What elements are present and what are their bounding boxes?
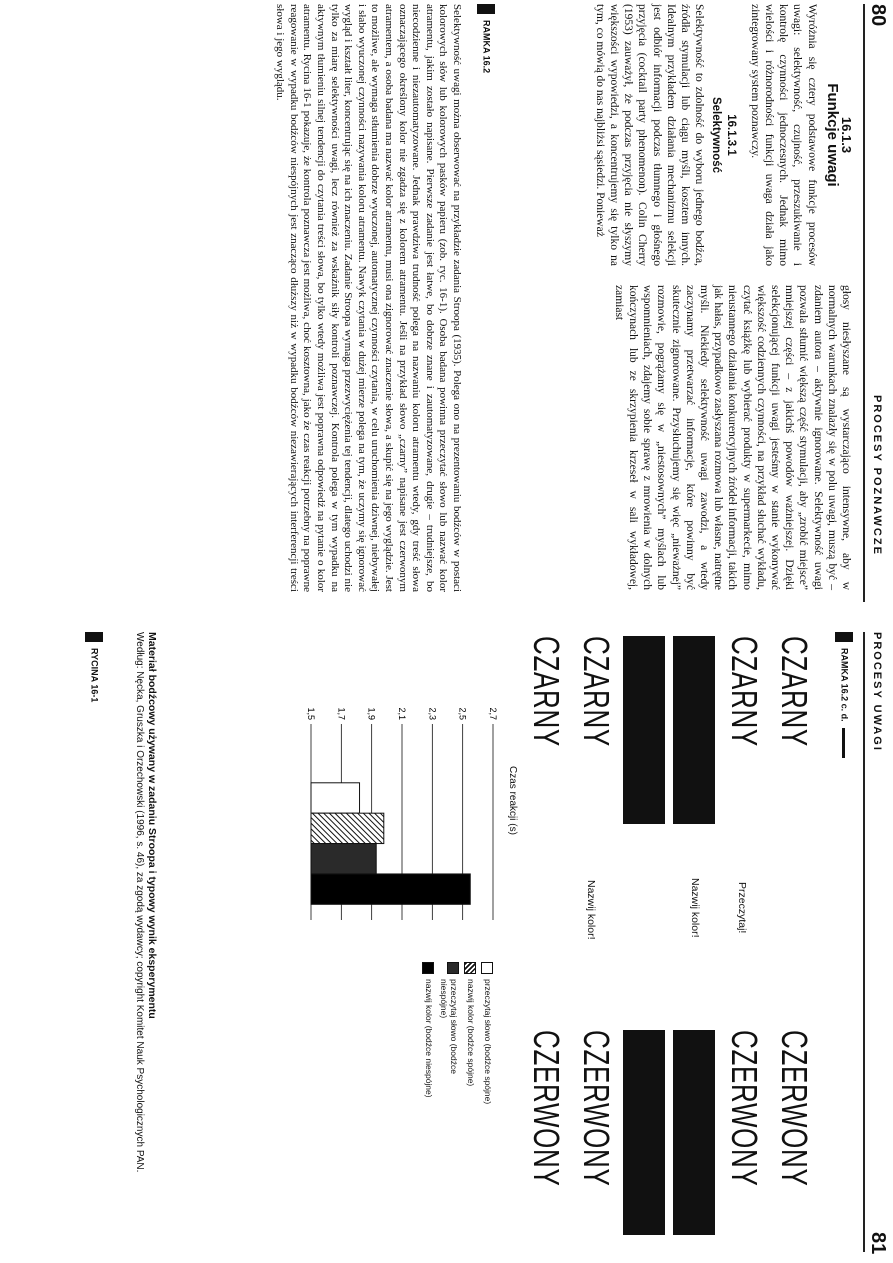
column-2-text: głosy niesłyszane są wystarczająco intensywne, aby w normalnych warunkach znalazły się w polu uwagi, muszą być – zdaniem autora – aktywnie ignorowane. Selektywność uwagi pozwala stłumić większą część stymulacji, aby „zrobić miejsce” mniejszej części – z jakichś powodów ważniejszej. Dzięki selekcjonującej funkcji uwagi jesteśmy w stanie wykonywać większość codziennych czynności, na przykład słuchać wykładu, czytać książkę lub wybierać produkty w supermarkecie, mimo nieustannego działania konkurencyjnych źródeł informacji, takich jak hałas, przypadkowo zasłyszana rozmowa lub własne, natrętne myśli. Niekiedy selektywność uwagi zawodzi, a wtedy zaczynamy przetwarzać informacje, które powinny być skutecznie zignorowane. Przysłuchujemy się więc „nieważnej” rozmowie, pogrążamy się w „niestosownych” myślach lub wspomnieniach, zdajemy sobie sprawę z mrowienia w dolnych kończynach lub ze skrzypienia krzeseł w sali wykładowej, zamiast [612, 285, 852, 590]
chart-legend [417, 962, 493, 1112]
section-intro: Wyróżnia się cztery podstawowe funkcje procesów uwagi: selektywność, czujność, przeszukiwanie i kontrolę czynności jednoczesnych. Jednak mimo wielości i różnorodności funkcji uwaga działa jako zintegrowany system poznawczy. [748, 4, 818, 266]
box-label-right [835, 632, 853, 758]
color-patch [673, 636, 715, 824]
figure-caption [133, 632, 158, 1252]
legend-swatch [422, 962, 434, 974]
y-tick-label: 1,7 [336, 707, 347, 720]
stroop-word: CZARNY [774, 636, 815, 747]
subsection-title: Selektywność [710, 96, 723, 174]
figure-marker [85, 632, 103, 642]
stroop-word: CZERWONY [576, 1030, 617, 1187]
section-number: 16.1.3 [839, 116, 854, 154]
left-header-rule [863, 4, 865, 602]
stroop-instruction: Przeczytaj! [736, 882, 748, 934]
caption-source: Według: Nęcka, Gruszka i Orzechowski (1996, s. 46), za zgodą wydawcy; copyright Komitet Nauk Psychologicznych PAN. [134, 632, 145, 1173]
right-running-head: PROCESY UWAGI [871, 632, 883, 752]
box-label-cd-text: RAMKA 16.2 c. d. [839, 648, 850, 722]
legend-item: nazwij kolor (bodźce spójne) [464, 962, 476, 1112]
y-tick-label: 2,3 [427, 707, 438, 720]
figure-label-text: RYCINA 16-1 [89, 648, 100, 703]
stroop-word: CZERWONY [724, 1030, 765, 1187]
stroop-word: CZARNY [724, 636, 765, 747]
left-column-1 [513, 4, 853, 266]
legend-item: nazwij kolor (bodźce niespójne) [422, 962, 434, 1112]
y-tick-label: 2,5 [457, 707, 468, 720]
y-tick-label: 1,9 [366, 707, 377, 720]
legend-item: przeczytaj słowo (bodźce spójne) [481, 962, 493, 1112]
box-text [273, 4, 463, 592]
legend-item: przeczytaj słowo (bodźce niespójne) [439, 962, 459, 1112]
caption-title: Materiał bodźcowy używany w zadaniu Stroopa i typowy wynik eksperymentu [146, 632, 158, 1019]
chart-bar [311, 874, 470, 904]
stroop-word: CZARNY [576, 636, 617, 747]
box-label-text: RAMKA 16.2 [481, 20, 492, 74]
legend-swatch [481, 962, 493, 974]
y-tick-label: 2,7 [488, 707, 498, 720]
stroop-instruction: Nazwij kolor! [689, 878, 701, 938]
color-patch [673, 1030, 715, 1235]
legend-swatch [464, 962, 476, 974]
y-tick-label: 2,1 [397, 707, 407, 720]
stroop-word: CZARNY [526, 636, 567, 747]
chart-y-label: Czas reakcji (s) [507, 766, 518, 835]
reaction-time-chart [301, 690, 501, 930]
left-running-head: PROCESY POZNAWCZE [871, 395, 883, 556]
color-patch [623, 636, 665, 824]
stroop-word: CZERWONY [526, 1030, 567, 1187]
figure-label [85, 632, 103, 702]
chart-bar [311, 783, 360, 813]
subsection-body: Selektywność to zdolność do wyboru jednego bodźca, źródła stymulacji lub ciągu myśli, kosztem innych. Idealnym przykładem działania mechanizmu selekcji jest odbiór informacji podczas tłumnego i głośnego przyjęcia (cocktail party phenomenon). Colin Cherry (1953) zauważył, że podczas przyjęcia nie słyszymy większości wypowiedzi, a koncentrujemy się tylko na tym, co mówią do nas najbliżsi sąsiedzi. Ponieważ [593, 4, 706, 266]
stroop-word: CZERWONY [774, 1030, 815, 1187]
chart-bar [311, 844, 376, 874]
chart-bar [311, 813, 384, 843]
section-title: Funkcje uwagi [823, 83, 841, 187]
y-tick-label: 1,5 [306, 707, 316, 720]
box-label-left [477, 4, 495, 73]
box-marker [835, 632, 853, 642]
stroop-instruction: Nazwij kolor! [585, 880, 597, 940]
color-patch [623, 1030, 665, 1235]
box-paragraph: Selektywność uwagi można obserwować na przykładzie zadania Stroopa (1935). Polega ono na prezentowaniu bodźców w postaci kolorowych słów lub kolorowych pasków papieru (zob. ryc. 16-1). Osoba badana powinna przeczytać słowo lub nazwać kolor atramentu, jakim zostało napisane. Pierwsze zadanie jest łatwe, bo dobrze znane i zautomatyzowane, drugie – trudniejsze, bo niecodzienne i niezautomatyzowane. Jednak prawdziwa trudność polega na nazwaniu koloru atramentu wtedy, gdy treść słowa oznaczającego określony kolor nie zgadza się z kolorem atramentu. Jeśli na przykład słowo „czarny” napisane jest czerwonym atramentem, a osoba badana ma nazwać kolor atramentu, musi ona zignorować znaczenie słowa, a skupić się na jego wyglądzie. Jest to możliwe, ale wymaga stłumienia dobrze wyuczonej, automatycznej czynności czytania, w celu uruchomienia dziwnej, niebywałej i słabo wyuczonej czynności nazywania koloru atramentu. Nawyk czytania w dużej mierze polega na tym, że uczymy się ignorować wygląd i kształt liter, koncentrując się na ich znaczeniu. Zadanie Stroopa wymaga przezwyciężenia tej tendencji, dlatego uchodzi nie tylko za miarę selektywności uwagi, lecz również za wskaźnik siły kontroli poznawczej. Kontrola polega w tym wypadku na aktywnym tłumieniu silnej tendencji do czytania treści słowa, bo tylko wtedy możliwa jest poprawna odpowiedź na pytanie o kolor atramentu. Rycina 16-1 pokazuje, że kontrola poznawcza jest możliwa, choć kosztowna, jako że czas reakcji potrzebny na poprawne reagowanie w wypadku bodźców niespójnych jest znacząco dłuższy niż w wypadku bodźców niezawierających interferencji treści słowa i jego wyglądu. [274, 4, 463, 592]
left-page-number: 80 [867, 4, 889, 27]
right-header-rule [863, 632, 865, 1252]
box-marker [477, 4, 495, 14]
left-column-2 [513, 285, 853, 590]
right-page-number: 81 [867, 1232, 889, 1255]
legend-swatch [447, 962, 459, 974]
subsection-number: 16.1.3.1 [724, 114, 737, 156]
